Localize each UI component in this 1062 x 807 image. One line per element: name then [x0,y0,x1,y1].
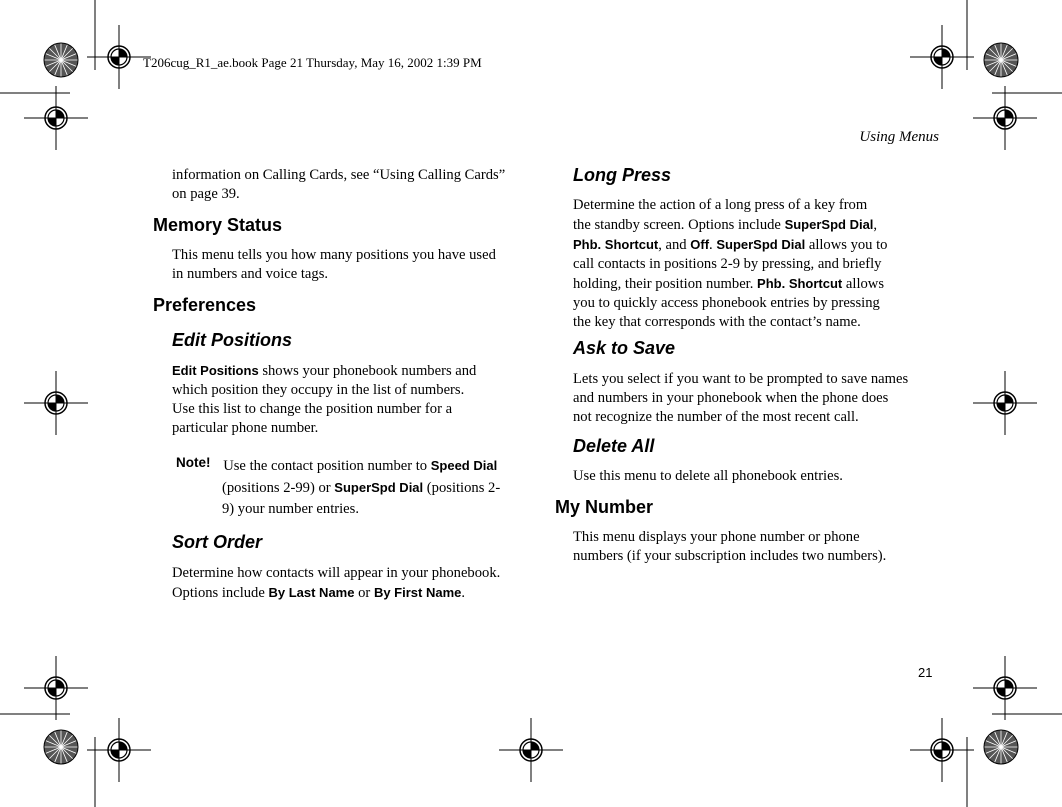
text: allows [842,276,885,292]
body-line: Determine the action of a long press of a key from [573,197,868,213]
note-body [222,455,500,520]
intro-line: information on Calling Cards, see “Using Calling Cards” [172,167,506,183]
text: , and [658,237,691,253]
text: or [354,585,374,601]
superspd-dial-term: SuperSpd Dial [716,237,806,252]
delete-all-body [573,467,843,486]
body-line: numbers (if your subscription includes two numbers). [573,548,887,564]
body-line: Use this list to change the position number for a [172,401,453,417]
body-line: Determine how contacts will appear in your phonebook. [172,565,501,581]
text: shows your phonebook numbers and [258,363,477,379]
body-line: not recognize the number of the most recent call. [573,409,859,425]
intro-line: on page 39. [172,186,240,202]
text: . [709,237,717,253]
sort-order-heading: Sort Order [172,532,263,552]
body-line: call contacts in positions 2-9 by pressing, and briefly [573,256,882,272]
text: (positions 2-99) or [222,480,335,496]
delete-all-heading: Delete All [573,436,655,456]
body-line [172,361,476,381]
body-line [172,583,500,603]
body-line: This menu tells you how many positions you have used [172,247,496,263]
body-line: particular phone number. [172,420,319,436]
print-banner: T206cug_R1_ae.book Page 21 Thursday, May 16, 2002 1:39 PM [143,55,482,70]
body-line: Use this menu to delete all phonebook entries. [573,468,843,484]
phb-shortcut-term: Phb. Shortcut [757,276,843,291]
body-line [573,215,887,235]
edit-positions-heading: Edit Positions [172,330,293,350]
text: Options include [172,585,269,601]
note-line [222,477,500,499]
page-number: 21 [918,665,933,680]
text: holding, their position number. [573,276,758,292]
body-line [573,274,887,294]
superspd-dial-term: SuperSpd Dial [334,480,424,495]
phb-shortcut-term: Phb. Shortcut [573,237,659,252]
body-line: and numbers in your phonebook when the phone does [573,390,889,406]
intro-paragraph [172,166,505,204]
text: , [873,217,878,233]
text: (positions 2- [423,480,501,496]
speed-dial-term: Speed Dial [430,458,498,473]
body-line: which position they occupy in the list of numbers. [172,382,465,398]
sort-order-body [172,564,500,603]
edit-positions-body [172,361,476,438]
text: allows you to [805,237,888,253]
note-line: 9) your number entries. [222,501,359,517]
text: the standby screen. Options include [573,217,785,233]
ask-to-save-heading: Ask to Save [573,338,676,358]
memory-status-body [172,246,496,284]
body-line: in numbers and voice tags. [172,266,329,282]
text: Use the contact position number to [223,458,431,474]
long-press-heading: Long Press [573,165,672,185]
body-line: Lets you select if you want to be prompted to save names [573,371,909,387]
ask-to-save-body [573,370,908,427]
long-press-body [573,196,887,332]
superspd-dial-term: SuperSpd Dial [784,217,874,232]
my-number-heading: My Number [555,497,654,517]
running-header: Using Menus [859,129,939,145]
memory-status-heading: Memory Status [153,215,283,235]
body-line: This menu displays your phone number or phone [573,529,860,545]
body-line [573,235,887,255]
note-line [222,455,500,477]
by-last-name-term: By Last Name [268,585,355,600]
preferences-heading: Preferences [153,295,257,315]
text: . [461,585,466,601]
body-line: you to quickly access phonebook entries by pressing [573,295,880,311]
off-term: Off [690,237,710,252]
body-line: the key that corresponds with the contact’s name. [573,314,861,330]
my-number-body [573,528,886,566]
edit-positions-term: Edit Positions [172,363,259,378]
note-label: Note! [176,455,211,470]
by-first-name-term: By First Name [373,585,462,600]
